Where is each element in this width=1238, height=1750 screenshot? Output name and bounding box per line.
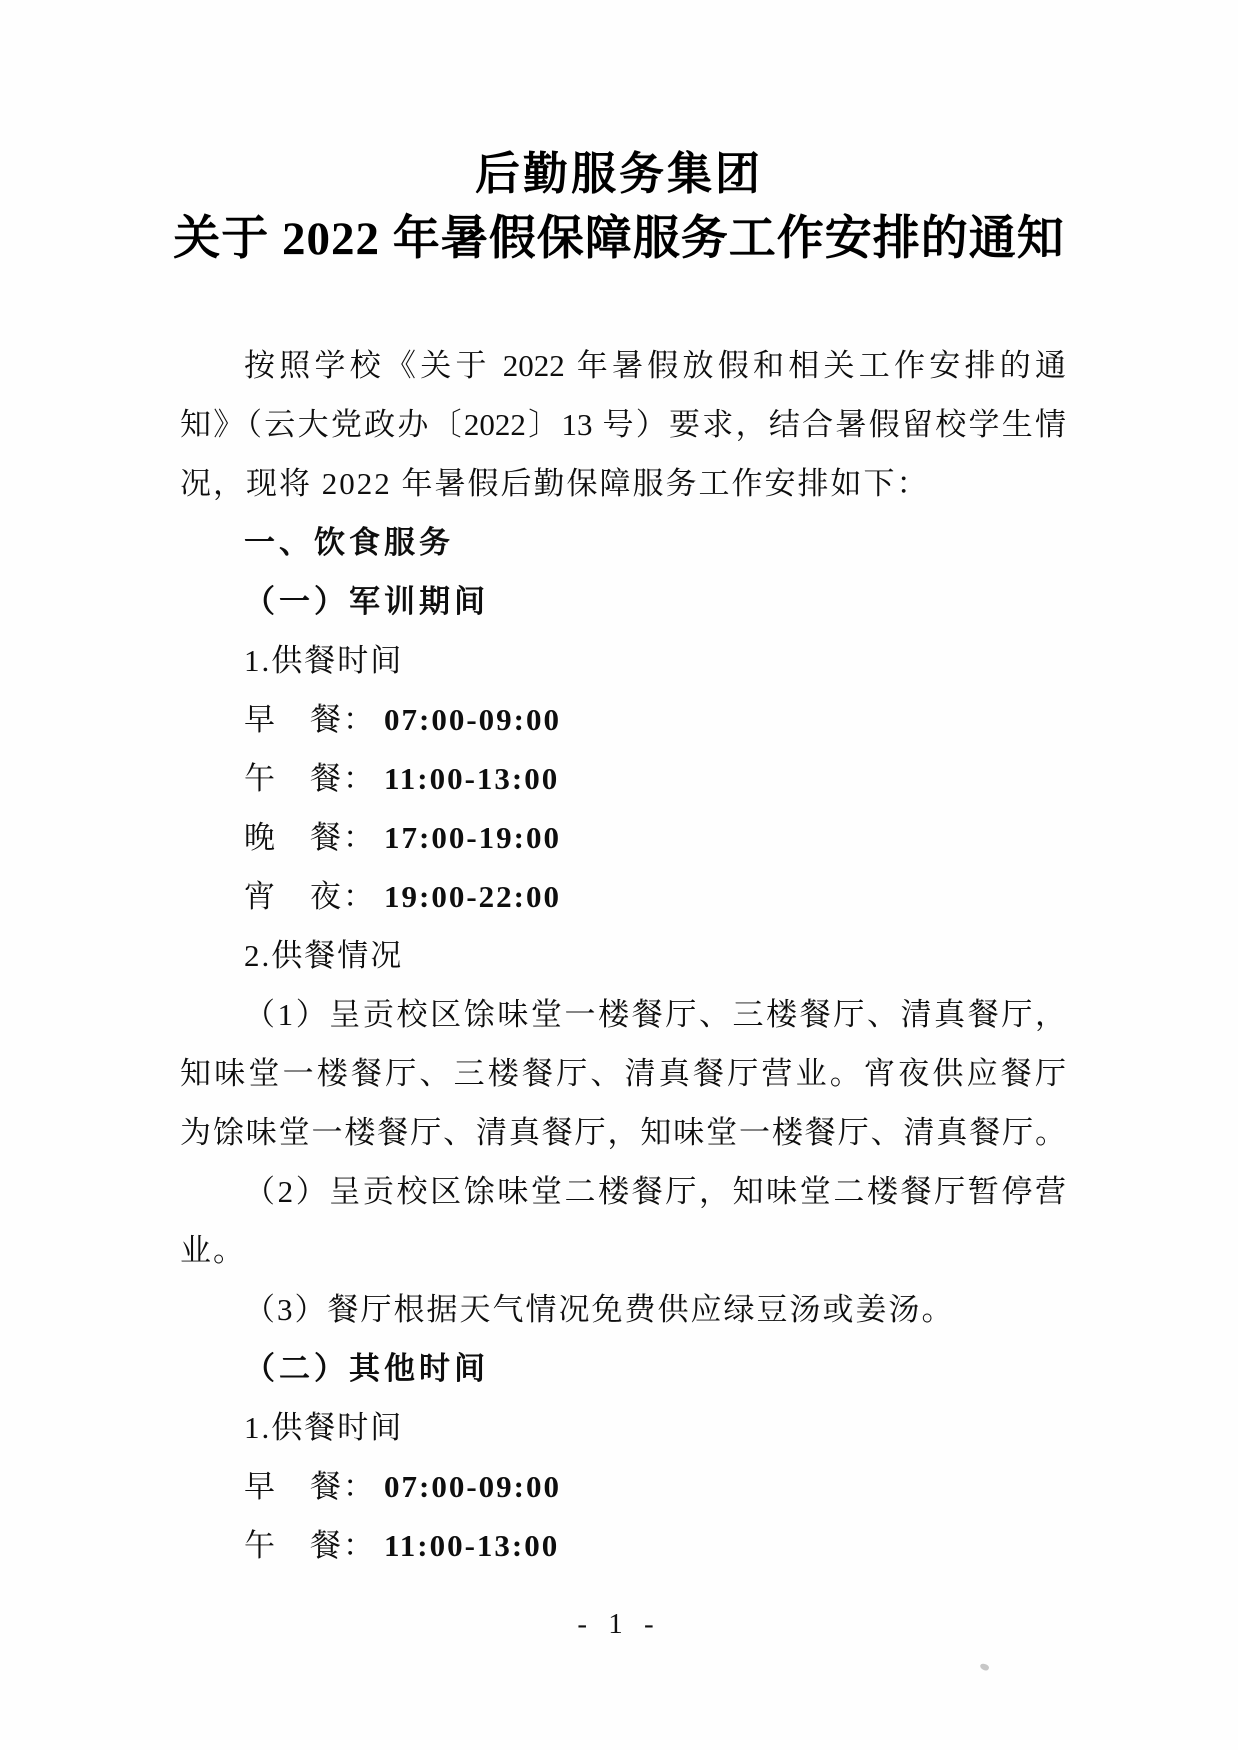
meal-row-breakfast-2 (180, 1457, 1066, 1516)
meal-row-dinner-1 (180, 808, 1066, 867)
supply-detail-heading: 2.供餐情况 (244, 938, 404, 973)
meal-time: 19:00-22:00 (384, 879, 561, 914)
title-subject: 关于 2022 年暑假保障服务工作安排的通知 (173, 213, 1065, 265)
subsection-1-1-heading: （一）军训期间 (244, 584, 489, 619)
detail-1-line-1: （1）呈贡校区馀味堂一楼餐厅、三楼餐厅、清真餐厅， (244, 997, 1066, 1032)
detail-1-line-2: 知味堂一楼餐厅、三楼餐厅、清真餐厅营业。宵夜供应餐厅 (180, 1056, 1066, 1091)
document-body (180, 336, 1066, 1575)
meal-time: 07:00-09:00 (384, 1469, 561, 1504)
detail-2-line-1: （2）呈贡校区馀味堂二楼餐厅，知味堂二楼餐厅暂停营 (244, 1174, 1066, 1209)
meal-time: 11:00-13:00 (384, 1528, 560, 1563)
supply-time-heading-2: 1.供餐时间 (244, 1410, 404, 1445)
meal-time: 17:00-19:00 (384, 820, 561, 855)
meal-label: 宵 夜： (244, 879, 376, 914)
intro-line-3: 况，现将 2022 年暑假后勤保障服务工作安排如下： (180, 466, 930, 501)
intro-line-1: 按照学校《关于 2022 年暑假放假和相关工作安排的通 (244, 348, 1066, 383)
meal-row-lunch-2 (180, 1516, 1066, 1575)
meal-row-supper-1 (180, 867, 1066, 926)
title-organization: 后勤服务集团 (474, 149, 763, 199)
detail-2-line-2: 业。 (180, 1233, 246, 1268)
meal-row-breakfast-1 (180, 690, 1066, 749)
intro-line-2: 知》（云大党政办〔2022〕13 号）要求，结合暑假留校学生情 (180, 407, 1066, 442)
detail-3-line: （3）餐厅根据天气情况免费供应绿豆汤或姜汤。 (244, 1292, 955, 1327)
meal-label: 午 餐： (244, 761, 376, 796)
document-title-block (0, 146, 1238, 268)
meal-label: 早 餐： (244, 702, 376, 737)
section-1-heading: 一、饮食服务 (244, 525, 454, 560)
meal-time: 07:00-09:00 (384, 702, 561, 737)
subsection-1-2-heading: （二）其他时间 (244, 1351, 489, 1386)
meal-row-lunch-1 (180, 749, 1066, 808)
meal-time: 11:00-13:00 (384, 761, 560, 796)
detail-1-line-3: 为馀味堂一楼餐厅、清真餐厅，知味堂一楼餐厅、清真餐厅。 (180, 1115, 1066, 1150)
page-number: - 1 - (577, 1608, 661, 1640)
meal-label: 早 餐： (244, 1469, 376, 1504)
meal-label: 午 餐： (244, 1528, 376, 1563)
scan-artifact (979, 1662, 990, 1672)
supply-time-heading-1: 1.供餐时间 (244, 643, 404, 678)
meal-label: 晚 餐： (244, 820, 376, 855)
